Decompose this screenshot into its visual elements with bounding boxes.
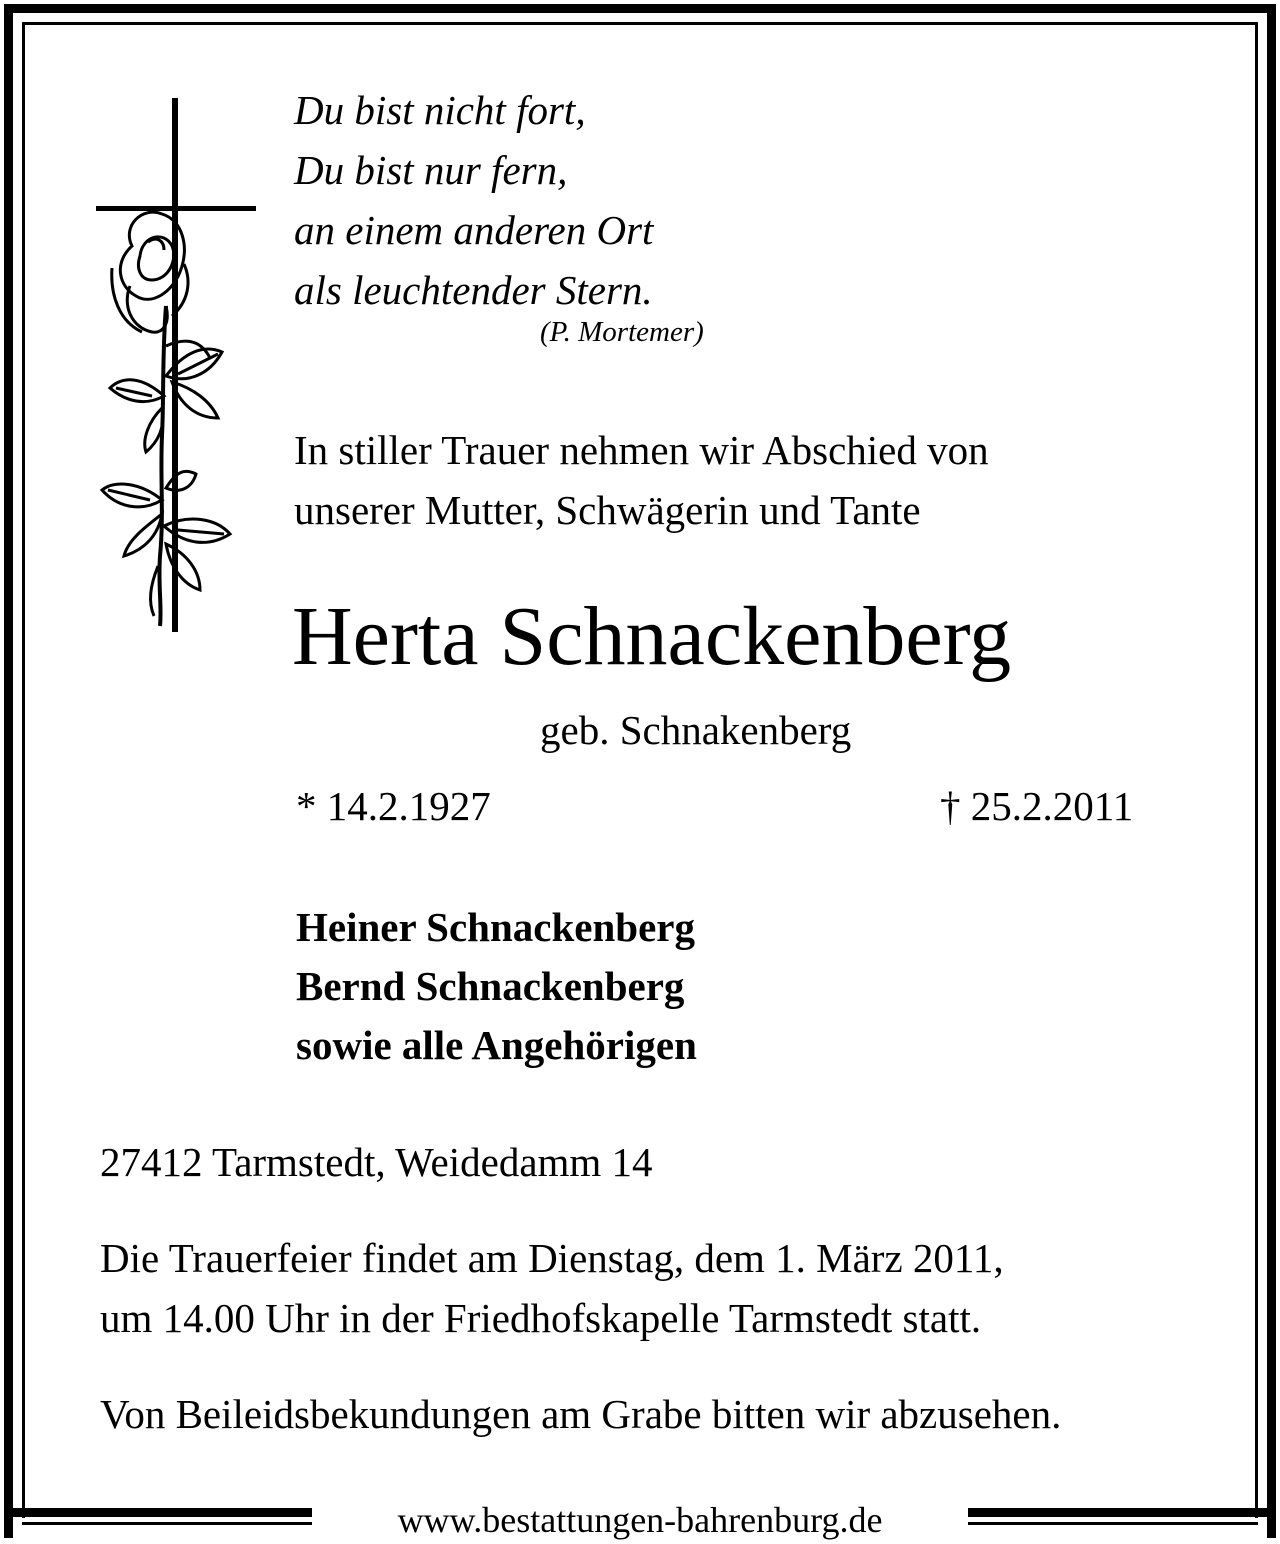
deceased-name: Herta Schnackenberg [292,590,1012,683]
intro-text [294,420,989,540]
ceremony-info [100,1228,1004,1348]
poem-line: an einem anderen Ort [294,207,654,253]
intro-line: In stiller Trauer nehmen wir Abschied von [294,427,989,473]
footer-rule-right [968,1508,1276,1530]
poem-line: Du bist nicht fort, [294,87,586,133]
intro-line: unserer Mutter, Schwägerin und Tante [294,487,921,533]
poem-line: Du bist nur fern, [294,147,568,193]
ceremony-line: Die Trauerfeier findet am Dienstag, dem 1. März 2011, [100,1235,1004,1281]
address: 27412 Tarmstedt, Weidedamm 14 [100,1139,653,1185]
footer-rule-left [4,1508,312,1530]
website-link[interactable]: www.bestattungen-bahrenburg.de [397,1500,883,1540]
mourner-name: Heiner Schnackenberg [296,904,695,950]
poem [294,80,653,320]
mourner-name: sowie alle Angehörigen [296,1022,697,1068]
poem-line: als leuchtender Stern. [294,267,653,313]
poem-author: (P. Mortemer) [540,316,704,348]
death-date: † 25.2.2011 [940,783,1134,829]
maiden-name: geb. Schnakenberg [540,707,852,753]
condolence-request: Von Beileidsbekundungen am Grabe bitten wir abzusehen. [100,1391,1062,1437]
mourners-list [296,898,697,1075]
birth-date: * 14.2.1927 [296,783,491,829]
ceremony-line: um 14.00 Uhr in der Friedhofskapelle Tarmstedt statt. [100,1295,982,1341]
mourner-name: Bernd Schnackenberg [296,963,685,1009]
cross-with-rose-icon [92,96,262,636]
